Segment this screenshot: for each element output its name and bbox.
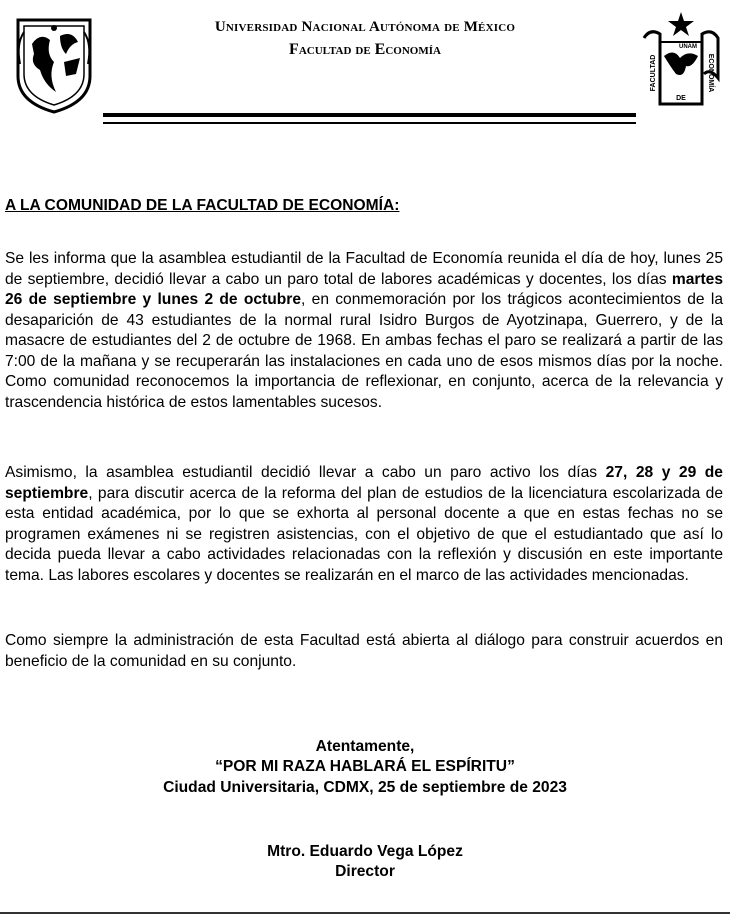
university-name: Universidad Nacional Autónoma de México: [214, 19, 516, 35]
logo-text-unam: UNAM: [679, 44, 697, 50]
logo-text-facultad: FACULTAD: [650, 54, 657, 92]
paragraph-2-dates: 27, 28 y 29 de septiembre: [5, 464, 723, 502]
paragraph-2: [5, 463, 723, 586]
signature-closing: Atentamente,: [315, 738, 415, 755]
header-divider-thick: [103, 113, 636, 117]
facultad-economia-eagle-icon: [640, 8, 722, 108]
logo-text-economia: ECONOMÍA: [707, 53, 714, 93]
paragraph-3: Como siempre la administración de esta Facultad está abierta al diálogo para construir acuerdos en beneficio de la comunidad en su conjunto.: [5, 632, 723, 670]
letterhead: [0, 0, 730, 140]
page-bottom-line: [0, 912, 730, 914]
logo-text-de: DE: [676, 95, 686, 102]
paragraph-2-text-b: , para discutir acerca de la reforma del plan de estudios de la licenciatura escolarizada de esta entidad académica, por lo que se exhorta al personal docente a que en estas fechas no se programen exámenes ni se registren asistencias, con el objetivo de que el estudiantado que así lo decida pueda llevar a cabo actividades relacionadas con la reflexión y discusión en este importante tema. Las labores escolares y docentes se realizarán en el marco de las actividades mencionadas.: [5, 484, 723, 584]
paragraph-2-text-a: Asimismo, la asamblea estudiantil decidió llevar a cabo un paro activo los días: [5, 464, 606, 481]
document-title: [5, 196, 723, 217]
document-title-text: A LA COMUNIDAD DE LA FACULTAD DE ECONOMÍA:: [5, 197, 400, 214]
signatory-name: Mtro. Eduardo Vega López: [267, 843, 463, 860]
paragraph-1-text-b: , en conmemoración por los trágicos acontecimientos de la desaparición de 43 estudiantes de la normal rural Isidro Burgos de Ayotzinapa, Guerrero, y de la masacre de estudiantes del 2 de octubre de 1968. En ambas fechas el paro se realizará a partir de las 7:00 de la mañana y se recuperarán las instalaciones en cada uno de esos mismos días por la noche. Como comunidad reconocemos la importancia de reflexionar, en conjunto, acerca de la relevancia y trascendencia histórica de estos lamentables sucesos.: [5, 291, 723, 411]
paragraph-1-dates: martes 26 de septiembre y lunes 2 de octubre: [5, 270, 723, 308]
signatory-role: Director: [335, 863, 395, 880]
paragraph-1: [5, 249, 723, 413]
signature-motto: “POR MI RAZA HABLARÁ EL ESPÍRITU”: [215, 758, 515, 775]
faculty-name: Facultad de Economía: [289, 41, 441, 58]
signature-place-date: Ciudad Universitaria, CDMX, 25 de septiembre de 2023: [163, 779, 567, 796]
header-divider-thin: [103, 122, 636, 124]
unam-shield-icon: [10, 14, 98, 114]
paragraph-1-text-a: Se les informa que la asamblea estudiantil de la Facultad de Economía reunida el día de hoy, lunes 25 de septiembre, decidió llevar a cabo un paro total de labores académicas y docentes, los días: [5, 250, 723, 288]
